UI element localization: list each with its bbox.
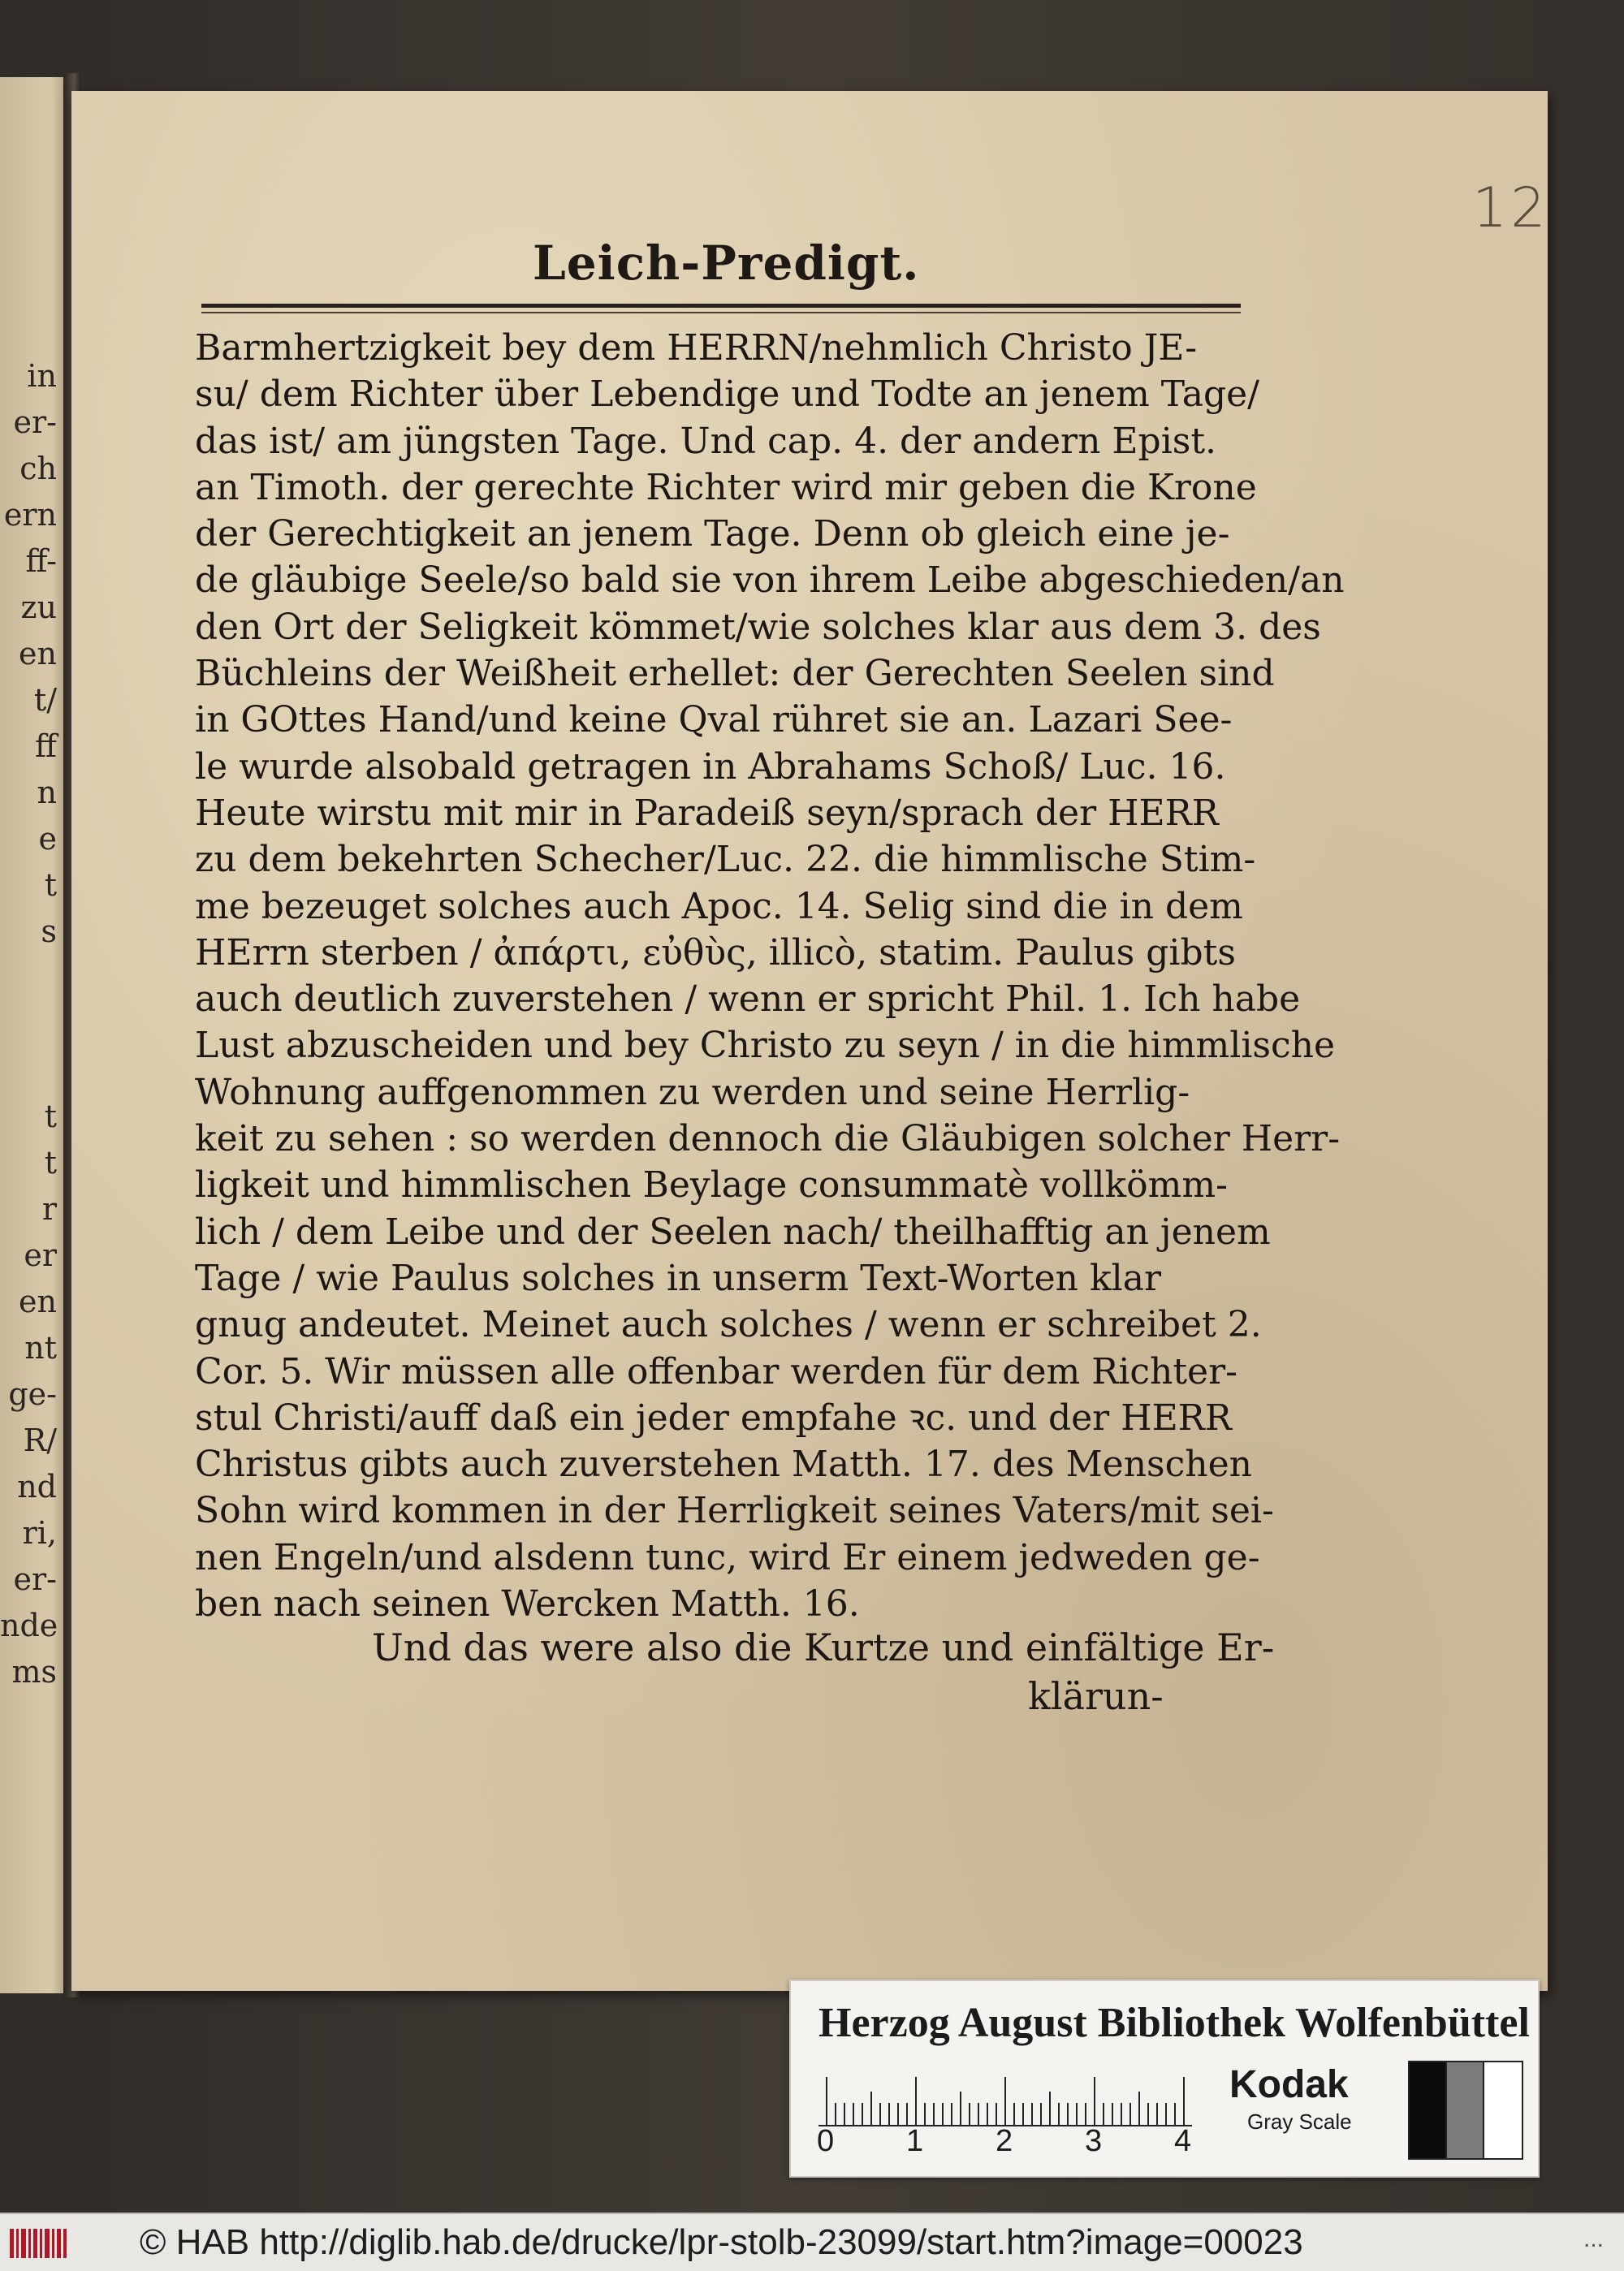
gray-patch (1408, 2061, 1449, 2160)
text-line: de gläubige Seele/so bald sie von ihrem Leibe abgeschieden/an (195, 559, 1345, 602)
text-line: ben nach seinen Wercken Matth. 16. (195, 1583, 860, 1626)
ruler-label: 2 (996, 2124, 1013, 2158)
left-fragment: t (44, 867, 57, 903)
left-fragment: n (37, 775, 57, 810)
left-facing-page (0, 77, 73, 1993)
left-fragment: er (24, 1237, 57, 1273)
left-fragment: nde (0, 1608, 58, 1643)
left-fragment: nt (24, 1330, 57, 1366)
barcode-logo-icon (8, 2226, 70, 2261)
text-line: Barmhertzigkeit bey dem HERRN/nehmlich Christo JE- (195, 327, 1198, 369)
footer-bar (0, 2213, 1624, 2271)
body-text (195, 325, 1345, 1627)
left-fragment: t (44, 1145, 57, 1181)
color-scale-card (789, 1980, 1540, 2178)
more-menu-icon[interactable]: ... (1583, 2226, 1605, 2252)
text-line: an Timoth. der gerechte Richter wird mir geben die Krone (195, 466, 1257, 508)
header-rule-thin (201, 312, 1241, 313)
ruler-labels (814, 2124, 1220, 2165)
text-line: auch deutlich zuverstehen / wenn er spricht Phil. 1. Ich habe (195, 978, 1301, 1021)
page-folio-number: 12 (1472, 176, 1549, 240)
text-line: keit zu sehen : so werden dennoch die Gläubigen solcher Herr- (195, 1118, 1341, 1160)
text-line: das ist/ am jüngsten Tage. Und cap. 4. der andern Epist. (195, 420, 1217, 462)
text-line: Cor. 5. Wir müssen alle offenbar werden für dem Richter- (195, 1350, 1237, 1392)
text-line: zu dem bekehrten Schecher/Luc. 22. die himmlische Stim- (195, 839, 1256, 881)
left-fragment: er- (13, 1561, 57, 1597)
left-fragment: ge- (8, 1376, 57, 1412)
text-line: stul Christi/auff daß ein jeder empfahe ꝛc. und der HERR (195, 1397, 1232, 1439)
left-fragment: en (19, 636, 57, 671)
text-line: den Ort der Seligkeit kömmet/wie solches klar aus dem 3. des (195, 606, 1321, 648)
text-line: le wurde alsobald getragen in Abrahams Schoß/ Luc. 16. (195, 745, 1226, 788)
left-fragment: er- (13, 404, 57, 440)
text-line: ligkeit und himmlischen Beylage consummatè vollkömm- (195, 1164, 1228, 1207)
text-line: in GOttes Hand/und keine Qval rühret sie an. Lazari See- (195, 699, 1233, 741)
text-line: Tage / wie Paulus solches in unserm Text-Worten klar (195, 1257, 1161, 1299)
card-title: Herzog August Bibliothek Wolfenbüttel (818, 2000, 1530, 2046)
left-fragment: s (41, 913, 57, 949)
left-fragment (0, 1001, 57, 1047)
left-fragment: r (41, 1191, 57, 1227)
copyright-url-text: © HAB http://diglib.hab.de/drucke/lpr-stolb-23099/start.htm?image=00023 (140, 2222, 1303, 2262)
text-line: me bezeuget solches auch Apoc. 14. Selig sind die in dem (195, 885, 1243, 927)
grayscale-label: Gray Scale (1247, 2109, 1352, 2134)
text-line: su/ dem Richter über Lebendige und Todte an jenem Tage/ (195, 373, 1259, 416)
left-fragment: t (44, 1099, 57, 1134)
left-fragment: ch (19, 451, 57, 486)
text-line: nen Engeln/und alsdenn tunc, wird Er einem jedweden ge- (195, 1536, 1260, 1578)
left-fragment: ff (35, 728, 57, 764)
left-fragment: e (38, 821, 57, 857)
left-fragment: en (19, 1284, 57, 1319)
header-rule (201, 304, 1241, 308)
left-fragment: t/ (33, 682, 57, 718)
gray-patch (1445, 2061, 1486, 2160)
left-page-text-fragments (0, 353, 57, 1695)
left-fragment: ms (11, 1654, 57, 1690)
left-fragment (0, 1047, 57, 1094)
text-line: gnug andeutet. Meinet auch solches / wenn er schreibet 2. (195, 1304, 1262, 1346)
left-fragment: ern (3, 497, 57, 533)
ruler-label: 3 (1085, 2124, 1103, 2158)
ruler-label: 1 (906, 2124, 924, 2158)
left-fragment (0, 955, 57, 1001)
ruler-label: 0 (817, 2124, 835, 2158)
scanned-page (71, 91, 1548, 1991)
text-line: Wohnung auffgenommen zu werden und seine Herrlig- (195, 1071, 1190, 1113)
left-fragment: R/ (23, 1423, 57, 1458)
closing-line: Und das were also die Kurtze und einfältige Er- (372, 1626, 1275, 1669)
catchword: klärun- (1028, 1674, 1164, 1718)
text-line: Heute wirstu mit mir in Paradeiß seyn/sprach der HERR (195, 792, 1219, 834)
text-line: HErrn sterben / ἀπάρτι, εὐθὺς, illicò, statim. Paulus gibts (195, 931, 1236, 974)
left-fragment: nd (17, 1469, 57, 1505)
ruler-label: 4 (1174, 2124, 1192, 2158)
running-header: Leich-Predigt. (533, 235, 920, 291)
text-line: Lust abzuscheiden und bey Christo zu seyn / in die himmlische (195, 1025, 1336, 1067)
left-fragment: zu (20, 589, 57, 625)
text-line: Büchleins der Weißheit erhellet: der Gerechten Seelen sind (195, 653, 1275, 695)
gray-patch (1483, 2061, 1523, 2160)
text-line: Christus gibts auch zuverstehen Matth. 17. des Menschen (195, 1444, 1252, 1486)
kodak-logo: Kodak (1229, 2063, 1349, 2106)
text-line: lich / dem Leibe und der Seelen nach/ theilhafftig an jenem (195, 1211, 1271, 1253)
left-fragment: in (27, 358, 57, 394)
left-fragment: ri, (22, 1515, 57, 1551)
text-line: Sohn wird kommen in der Herrligkeit seines Vaters/mit sei- (195, 1490, 1274, 1532)
left-fragment: ff- (25, 543, 57, 579)
ruler-scale (818, 2070, 1192, 2127)
text-line: der Gerechtigkeit an jenem Tage. Denn ob gleich eine je- (195, 513, 1230, 555)
